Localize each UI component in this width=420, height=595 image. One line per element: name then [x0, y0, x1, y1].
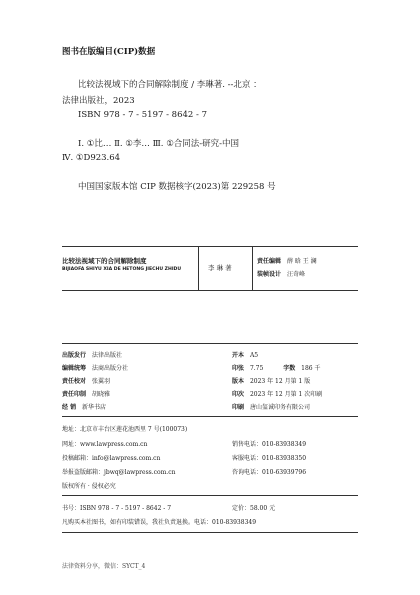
publish-label: 责任印制 [62, 391, 87, 398]
format-row [232, 376, 310, 385]
publish-row [62, 376, 110, 385]
editor-names: 薛 晗 王 澜 [286, 258, 317, 265]
publish-value: 新华书店 [82, 404, 107, 411]
format-row [232, 350, 258, 359]
publisher-address: 地址：北京市丰台区莲花池西里 7 号(100073) [62, 426, 188, 433]
service-phone: 客服电话：010-83938350 [232, 455, 307, 462]
format-label: 印张 [232, 365, 245, 372]
format-row [232, 363, 321, 372]
format-label: 开本 [232, 352, 245, 359]
publish-label: 出版发行 [62, 352, 87, 359]
isbn-top-rule [62, 495, 358, 496]
format-value: A5 [249, 352, 259, 359]
designer-name: 汪奇峰 [286, 271, 305, 278]
format-row [232, 402, 310, 411]
publish-value: 张翼羽 [91, 378, 110, 385]
isbn-bottom-rule [62, 532, 358, 533]
cip-classification-line: Ⅰ. ①比… Ⅱ. ①李… Ⅲ. ①合同法-研究-中国 [78, 139, 240, 149]
publish-value: 法商出版分社 [91, 365, 128, 372]
format-value: 唐山玺诚印务有限公司 [249, 404, 310, 411]
publish-top-rule [62, 343, 358, 344]
cip-isbn-line: ISBN 978 - 7 - 5197 - 8642 - 7 [78, 110, 207, 120]
sales-phone: 销售电话：010-83938349 [232, 441, 307, 448]
title-block-divider [198, 246, 199, 290]
publish-value: 胡晓雅 [91, 391, 110, 398]
address-top-rule [62, 416, 358, 417]
book-price: 定价：58.00 元 [232, 505, 276, 512]
format-value: 7.75 [249, 365, 264, 372]
publish-row [62, 402, 106, 411]
publish-row [62, 363, 128, 372]
cover-designer [257, 269, 305, 278]
publish-value: 法律出版社 [91, 352, 122, 359]
book-title-pinyin: BIJIAOFA SHIYU XIA DE HETONG JIECHU ZHIDU [62, 267, 182, 272]
word-count-label: 字数 [283, 365, 296, 372]
cip-record-number: 中国国家版本馆 CIP 数据核字(2023)第 229258 号 [78, 182, 276, 192]
contact-website: 网址：www.lawpress.com.cn [62, 441, 148, 448]
isbn-number: 书号：ISBN 978 - 7 - 5197 - 8642 - 7 [62, 505, 172, 512]
designer-label: 装帧设计 [257, 271, 282, 278]
cip-heading: 图书在版编目(CIP)数据 [62, 47, 156, 57]
responsible-editors [257, 256, 317, 265]
format-label: 印次 [232, 391, 245, 398]
contact-submission-email: 投稿邮箱：info@lawpress.com.cn [62, 455, 161, 462]
return-notice: 凡购买本社图书，如有印装错误，我社负责退换。电话：010-83938349 [62, 519, 257, 526]
publish-label: 责任校对 [62, 378, 87, 385]
format-label: 印刷 [232, 404, 245, 411]
cip-title-line: 比较法视域下的合同解除制度 / 李琳著. --北京 ： [78, 80, 262, 90]
publish-row [62, 389, 110, 398]
cip-publisher-line: 法律出版社，2023 [62, 96, 135, 106]
word-count-value: 186 千 [301, 365, 321, 372]
title-block-divider-2 [252, 246, 253, 290]
copyright-notice: 版权所有 · 侵权必究 [62, 483, 116, 490]
editor-label: 责任编辑 [257, 258, 282, 265]
format-row [232, 389, 322, 398]
format-label: 版本 [232, 378, 245, 385]
format-value: 2023 年 12 月第 1 次印刷 [249, 391, 323, 398]
title-block-top-rule [62, 246, 358, 247]
publish-label: 编辑统筹 [62, 365, 87, 372]
cip-call-number-line: Ⅳ. ①D923.64 [62, 153, 121, 163]
inquiry-phone: 咨询电话：010-63939796 [232, 469, 307, 476]
title-block-bottom-rule [62, 290, 358, 291]
format-value: 2023 年 12 月第 1 版 [249, 378, 311, 385]
publish-row [62, 350, 122, 359]
contact-piracy-email: 举报盗版邮箱：jbwq@lawpress.com.cn [62, 469, 176, 476]
publish-label: 经 销 [62, 404, 77, 411]
book-author: 李 琳 著 [208, 264, 232, 272]
footer-watermark-text: 法律资料分享，微信：SYCT_4 [62, 563, 146, 570]
book-title: 比较法视域下的合同解除制度 [62, 257, 147, 265]
